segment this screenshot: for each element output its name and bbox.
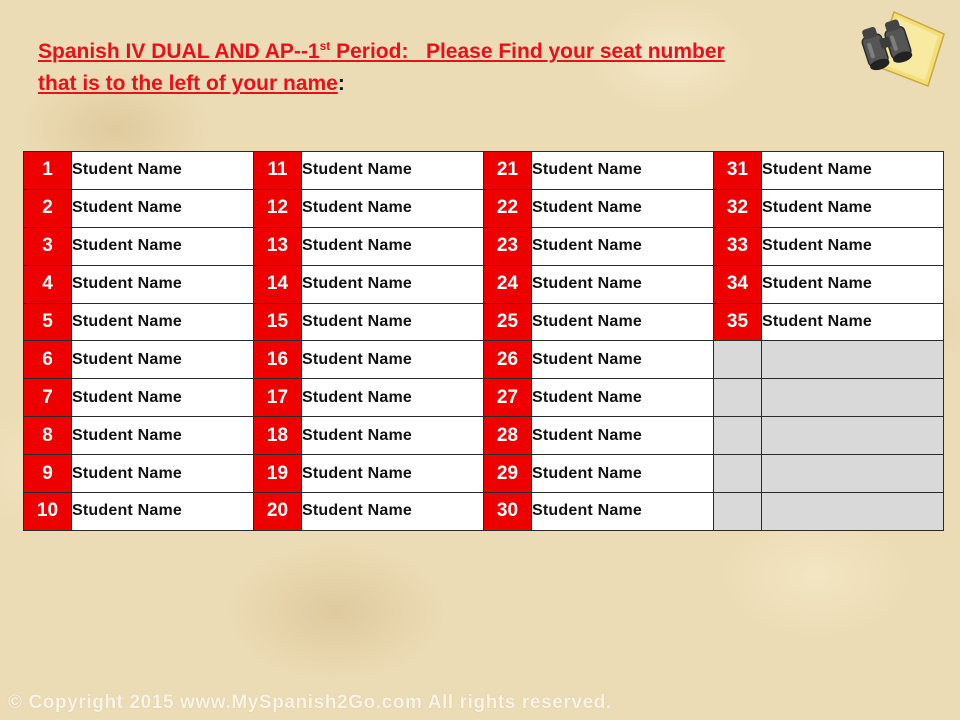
student-name: Student Name [762,189,944,227]
student-name: Student Name [532,341,714,379]
binoculars-on-paper-icon [846,4,946,94]
student-name: Student Name [302,493,484,531]
student-name: Student Name [532,379,714,417]
empty-seat-cell [714,341,762,379]
student-name: Student Name [72,227,254,265]
seat-number: 32 [714,189,762,227]
table-row [24,152,944,190]
seat-number: 30 [484,493,532,531]
student-name: Student Name [302,455,484,493]
seat-number: 24 [484,265,532,303]
seat-number: 17 [254,379,302,417]
student-name: Student Name [302,303,484,341]
seat-number: 18 [254,417,302,455]
empty-name-cell [762,417,944,455]
title-line1-suffix: Period: Please Find your seat number [330,40,725,63]
seat-number: 19 [254,455,302,493]
seat-number: 1 [24,152,72,190]
title-line1-prefix: Spanish IV DUAL AND AP--1 [38,40,320,63]
student-name: Student Name [532,265,714,303]
table-row [24,417,944,455]
page-title [38,36,828,100]
title-colon: : [337,72,345,95]
student-name: Student Name [72,379,254,417]
table-row [24,265,944,303]
student-name: Student Name [72,417,254,455]
seat-number: 2 [24,189,72,227]
seat-number: 4 [24,265,72,303]
table-row [24,227,944,265]
student-name: Student Name [72,303,254,341]
seat-number: 21 [484,152,532,190]
student-name: Student Name [532,152,714,190]
seat-number: 28 [484,417,532,455]
table-row [24,493,944,531]
seat-number: 29 [484,455,532,493]
student-name: Student Name [72,341,254,379]
seat-number: 11 [254,152,302,190]
seating-chart [23,151,944,531]
title-line2: that is to the left of your name [38,72,338,95]
copyright-footer: © Copyright 2015 www.MySpanish2Go.com All rights reserved. [8,692,612,713]
student-name: Student Name [302,152,484,190]
seat-number: 9 [24,455,72,493]
empty-seat-cell [714,455,762,493]
seat-number: 6 [24,341,72,379]
student-name: Student Name [532,493,714,531]
table-row [24,379,944,417]
seat-number: 14 [254,265,302,303]
seat-number: 33 [714,227,762,265]
title-ordinal-suffix: st [319,39,331,53]
seat-number: 25 [484,303,532,341]
empty-name-cell [762,455,944,493]
student-name: Student Name [72,493,254,531]
empty-seat-cell [714,417,762,455]
empty-name-cell [762,341,944,379]
student-name: Student Name [72,455,254,493]
student-name: Student Name [762,303,944,341]
seat-number: 5 [24,303,72,341]
seat-number: 26 [484,341,532,379]
empty-name-cell [762,379,944,417]
student-name: Student Name [302,341,484,379]
seat-number: 35 [714,303,762,341]
student-name: Student Name [302,227,484,265]
table-row [24,189,944,227]
seat-number: 3 [24,227,72,265]
student-name: Student Name [762,152,944,190]
seat-number: 8 [24,417,72,455]
seat-number: 13 [254,227,302,265]
table-row [24,341,944,379]
empty-name-cell [762,493,944,531]
seat-number: 27 [484,379,532,417]
student-name: Student Name [762,227,944,265]
seat-number: 22 [484,189,532,227]
student-name: Student Name [302,265,484,303]
student-name: Student Name [532,417,714,455]
seat-number: 23 [484,227,532,265]
seat-number: 7 [24,379,72,417]
seat-number: 10 [24,493,72,531]
student-name: Student Name [72,265,254,303]
student-name: Student Name [302,417,484,455]
seat-number: 34 [714,265,762,303]
student-name: Student Name [762,265,944,303]
student-name: Student Name [302,189,484,227]
student-name: Student Name [532,455,714,493]
empty-seat-cell [714,379,762,417]
student-name: Student Name [532,189,714,227]
seat-number: 31 [714,152,762,190]
student-name: Student Name [72,152,254,190]
seat-number: 16 [254,341,302,379]
empty-seat-cell [714,493,762,531]
student-name: Student Name [532,303,714,341]
student-name: Student Name [532,227,714,265]
student-name: Student Name [302,379,484,417]
table-row [24,455,944,493]
seat-number: 20 [254,493,302,531]
student-name: Student Name [72,189,254,227]
table-row [24,303,944,341]
seat-number: 15 [254,303,302,341]
seat-number: 12 [254,189,302,227]
